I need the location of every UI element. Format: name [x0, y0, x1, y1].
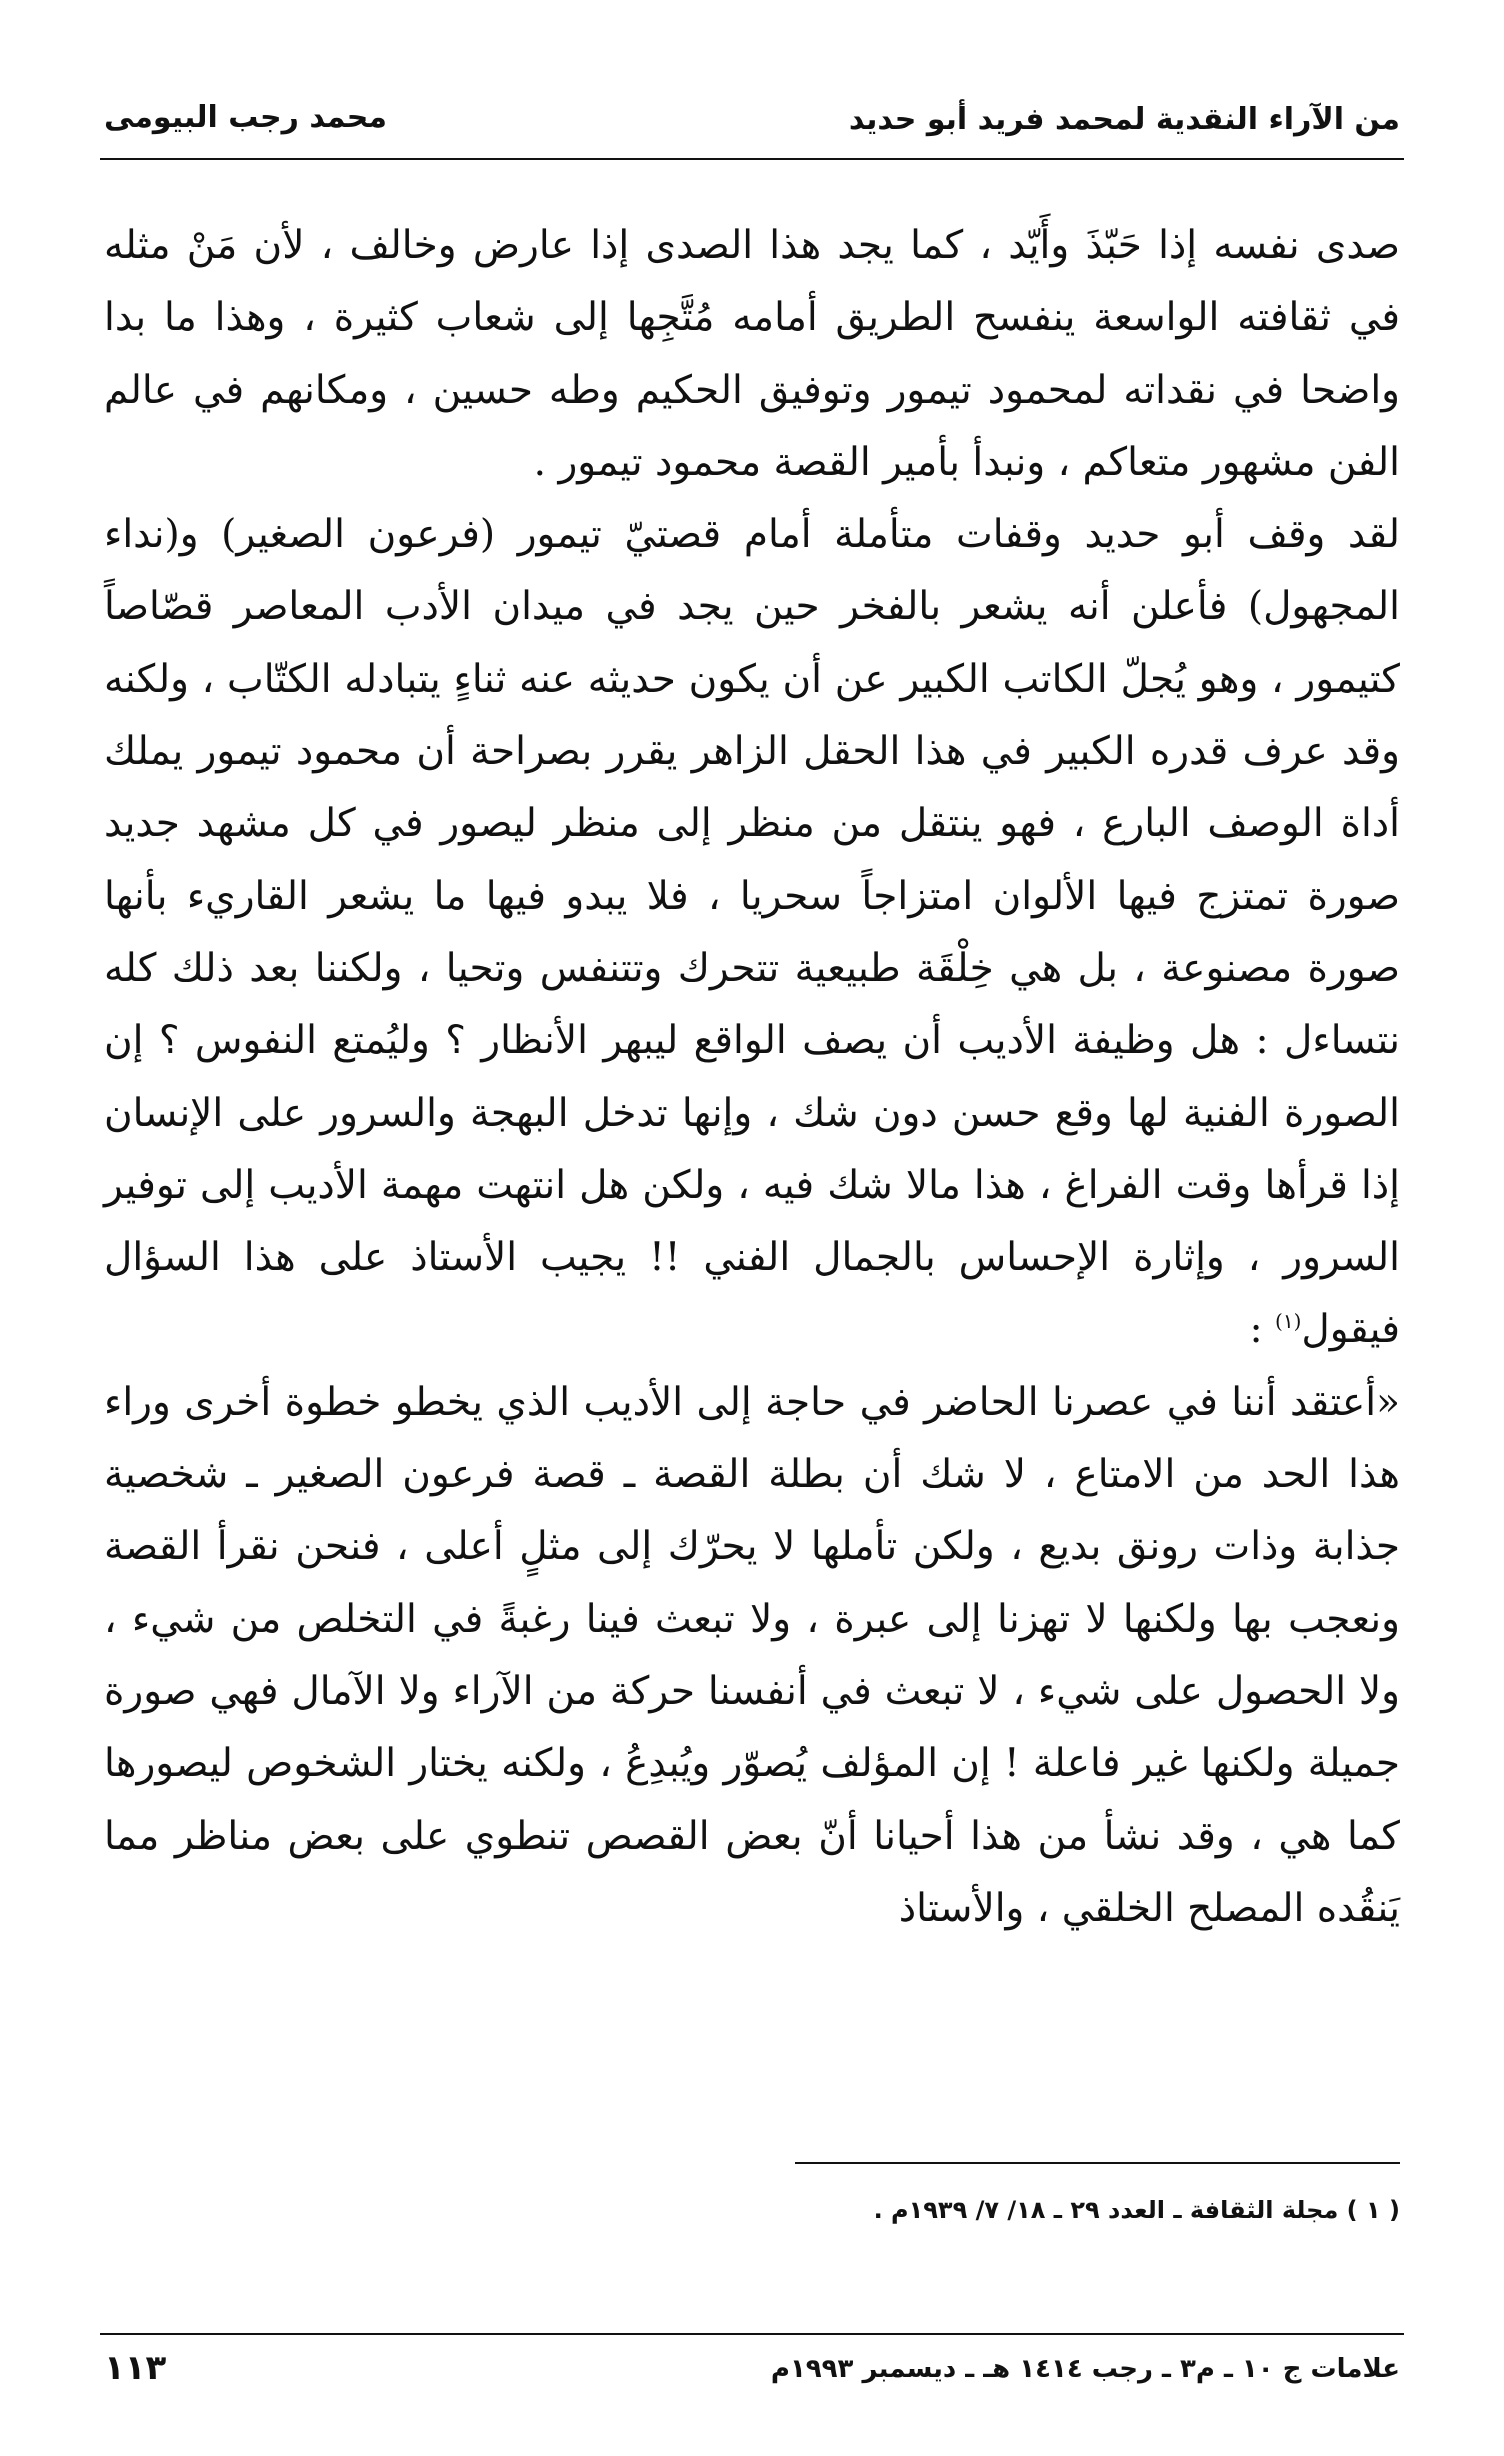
header-divider — [100, 158, 1404, 160]
paragraph: صدى نفسه إذا حَبّذَ وأَيّد ، كما يجد هذا الصدى إذا عارض وخالف ، لأن مَنْ مثله في ثقافته الواسعة ينفسح الطريق أمامه مُتَّجِها إلى شعاب كثيرة ، وهذا ما بدا واضحا في نقداته لمحمود تيمور وتوفيق الحكيم وطه حسين ، ومكانهم في عالم الفن مشهور متعاكم ، ونبدأ بأمير القصة محمود تيمور . — [104, 223, 1400, 485]
footer-divider — [100, 2333, 1404, 2335]
page-footer — [104, 2348, 1400, 2398]
paragraph-tail: : — [1249, 1307, 1275, 1353]
paragraph: «أعتقد أننا في عصرنا الحاضر في حاجة إلى الأديب الذي يخطو خطوة أخرى وراء هذا الحد من الامتاع ، لا شك أن بطلة القصة ـ قصة فرعون الصغير ـ شخصية جذابة وذات رونق بديع ، ولكن تأملها لا يحرّك إلى مثلٍ أعلى ، فنحن نقرأ القصة ونعجب بها ولكنها لا تهزنا إلى عبرة ، ولا تبعث فينا رغبةً في التخلص من شيء ، ولا الحصول على شيء ، لا تبعث في أنفسنا حركة من الآراء ولا الآمال فهي صورة جميلة ولكنها غير فاعلة ! إن المؤلف يُصوّر ويُبدِعُ ، ولكنه يختار الشخوص ليصورها كما هي ، وقد نشأ من هذا أحيانا أنّ بعض القصص تنطوي على بعض مناظر مما يَنقُده المصلح الخلقي ، والأستاذ — [104, 1379, 1400, 1931]
page-number: ١١٣ — [104, 2348, 167, 2388]
running-author: محمد رجب البيومى — [104, 100, 387, 135]
running-title: من الآراء النقدية لمحمد فريد أبو حديد — [848, 102, 1400, 137]
paragraph-text: لقد وقف أبو حديد وقفات متأملة أمام قصتيّ تيمور (فرعون الصغير) و(نداء المجهول) فأعلن أنه يشعر بالفخر حين يجد في ميدان الأدب المعاصر قصّاصاً كتيمور ، وهو يُجلّ الكاتب الكبير عن أن يكون حديثه عنه ثناءٍ يتبادله الكتّاب ، ولكنه وقد عرف قدره الكبير في هذا الحقل الزاهر يقرر بصراحة أن محمود تيمور يملك أداة الوصف البارع ، فهو ينتقل من منظر إلى منظر ليصور في كل مشهد جديد صورة تمتزج فيها الألوان امتزاجاً سحريا ، فلا يبدو فيها ما يشعر القاريء بأنها صورة مصنوعة ، بل هي خِلْقَة طبيعية تتحرك وتتنفس وتحيا ، ولكننا بعد ذلك كله نتساءل : هل وظيفة الأديب أن يصف الواقع ليبهر الأنظار ؟ وليُمتع النفوس ؟ إن الصورة الفنية لها وقع حسن دون شك ، وإنها تدخل البهجة والسرور على الإنسان إذا قرأها وقت الفراغ ، هذا مالا شك فيه ، ولكن هل انتهت مهمة الأديب إلى توفير السرور ، وإثارة الإحساس بالجمال الفني !! يجيب الأستاذ على هذا السؤال فيقول — [104, 512, 1400, 1353]
footnote-marker[interactable]: (١) — [1275, 1309, 1302, 1334]
footnote-divider — [795, 2162, 1400, 2164]
paragraph — [104, 499, 1400, 1367]
footnote: ( ١ ) مجلة الثقافة ـ العدد ٢٩ ـ ١٨/ ٧/ ١٩٣٩م . — [873, 2196, 1400, 2224]
journal-citation: علامات ج ١٠ ـ م٣ ـ رجب ١٤١٤ هـ ـ ديسمبر ١٩٩٣م — [770, 2354, 1400, 2384]
body-text — [104, 210, 1400, 1945]
running-header — [104, 92, 1400, 152]
